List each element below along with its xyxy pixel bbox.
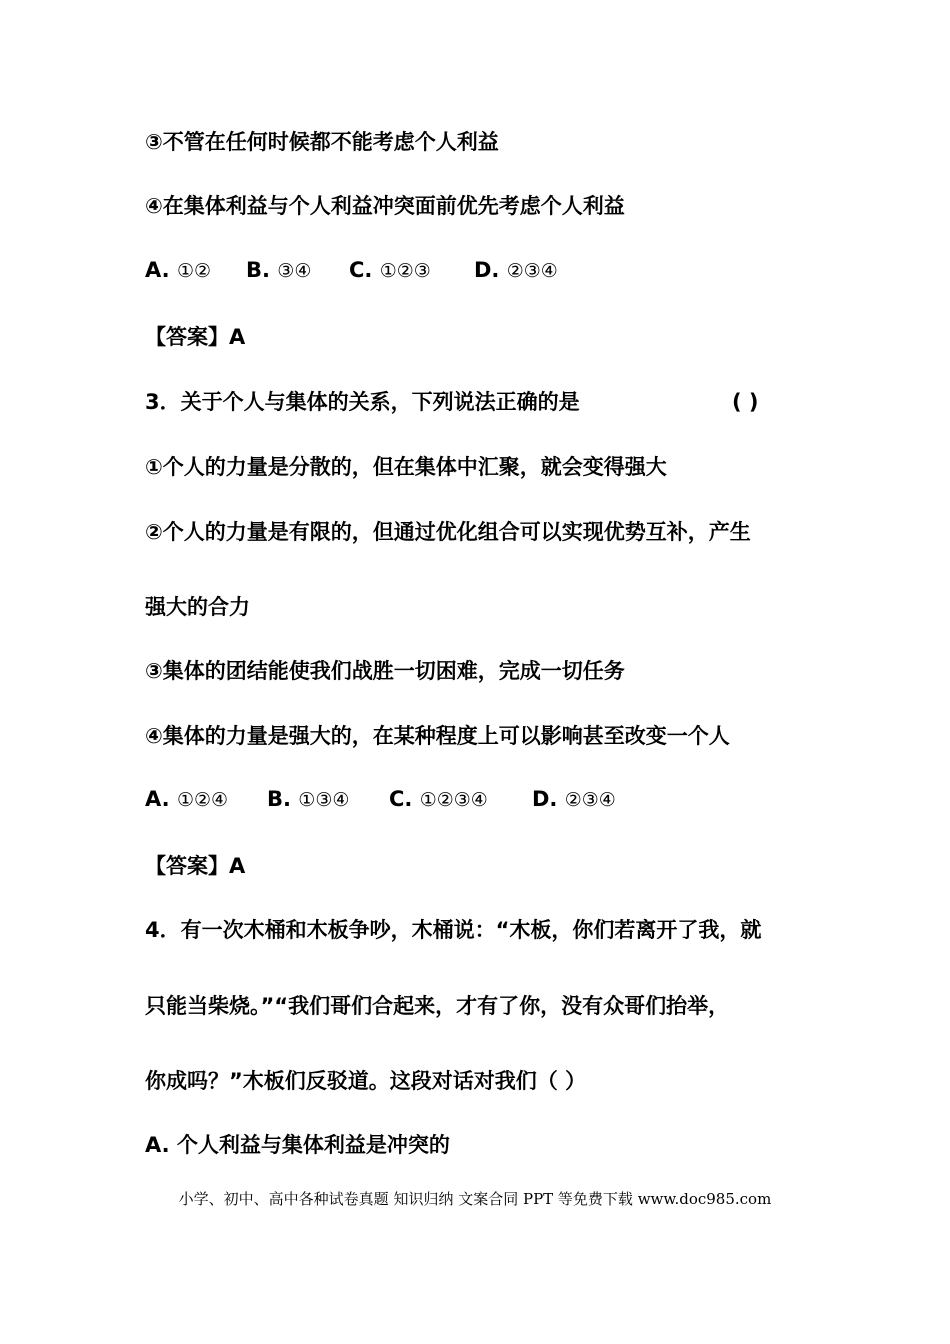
q2-option-a: A. ①② bbox=[145, 258, 212, 282]
q3-statement-1: ①个人的力量是分散的，但在集体中汇聚，就会变得强大 bbox=[145, 455, 667, 479]
answer-2: 【答案】A bbox=[145, 325, 246, 349]
statement-4: ④在集体利益与个人利益冲突面前优先考虑个人利益 bbox=[145, 194, 625, 218]
q2-option-b: B. ③④ bbox=[246, 258, 312, 282]
q3-answer-bracket: ( ) bbox=[732, 390, 759, 414]
q3-option-b: B. ①③④ bbox=[267, 787, 350, 811]
q3-statement-2: ②个人的力量是有限的，但通过优化组合可以实现优势互补，产生 bbox=[145, 520, 751, 544]
q3-option-d: D. ②③④ bbox=[532, 787, 616, 811]
q3-statement-2-cont: 强大的合力 bbox=[145, 595, 250, 619]
q3-option-a: A. ①②④ bbox=[145, 787, 229, 811]
q3-option-c: C. ①②③④ bbox=[389, 787, 488, 811]
question-4-cont-2: 你成吗？”木板们反驳道。这段对话对我们（ ） bbox=[145, 1069, 587, 1093]
page-footer: 小学、初中、高中各种试卷真题 知识归纳 文案合同 PPT 等免费下载 www.doc985.com bbox=[178, 1190, 772, 1208]
q4-option-a: A. 个人利益与集体利益是冲突的 bbox=[145, 1133, 450, 1157]
statement-3: ③不管在任何时候都不能考虑个人利益 bbox=[145, 130, 499, 154]
question-4-cont-1: 只能当柴烧。”“我们哥们合起来，才有了你，没有众哥们抬举， bbox=[145, 994, 730, 1018]
q3-statement-3: ③集体的团结能使我们战胜一切困难，完成一切任务 bbox=[145, 659, 625, 683]
q2-option-c: C. ①②③ bbox=[349, 258, 431, 282]
question-3: 3．关于个人与集体的关系，下列说法正确的是 bbox=[145, 390, 580, 414]
answer-3: 【答案】A bbox=[145, 854, 246, 878]
question-4: 4．有一次木桶和木板争吵，木桶说：“木板，你们若离开了我，就 bbox=[145, 918, 762, 942]
q3-statement-4: ④集体的力量是强大的，在某种程度上可以影响甚至改变一个人 bbox=[145, 724, 730, 748]
q2-option-d: D. ②③④ bbox=[474, 258, 558, 282]
